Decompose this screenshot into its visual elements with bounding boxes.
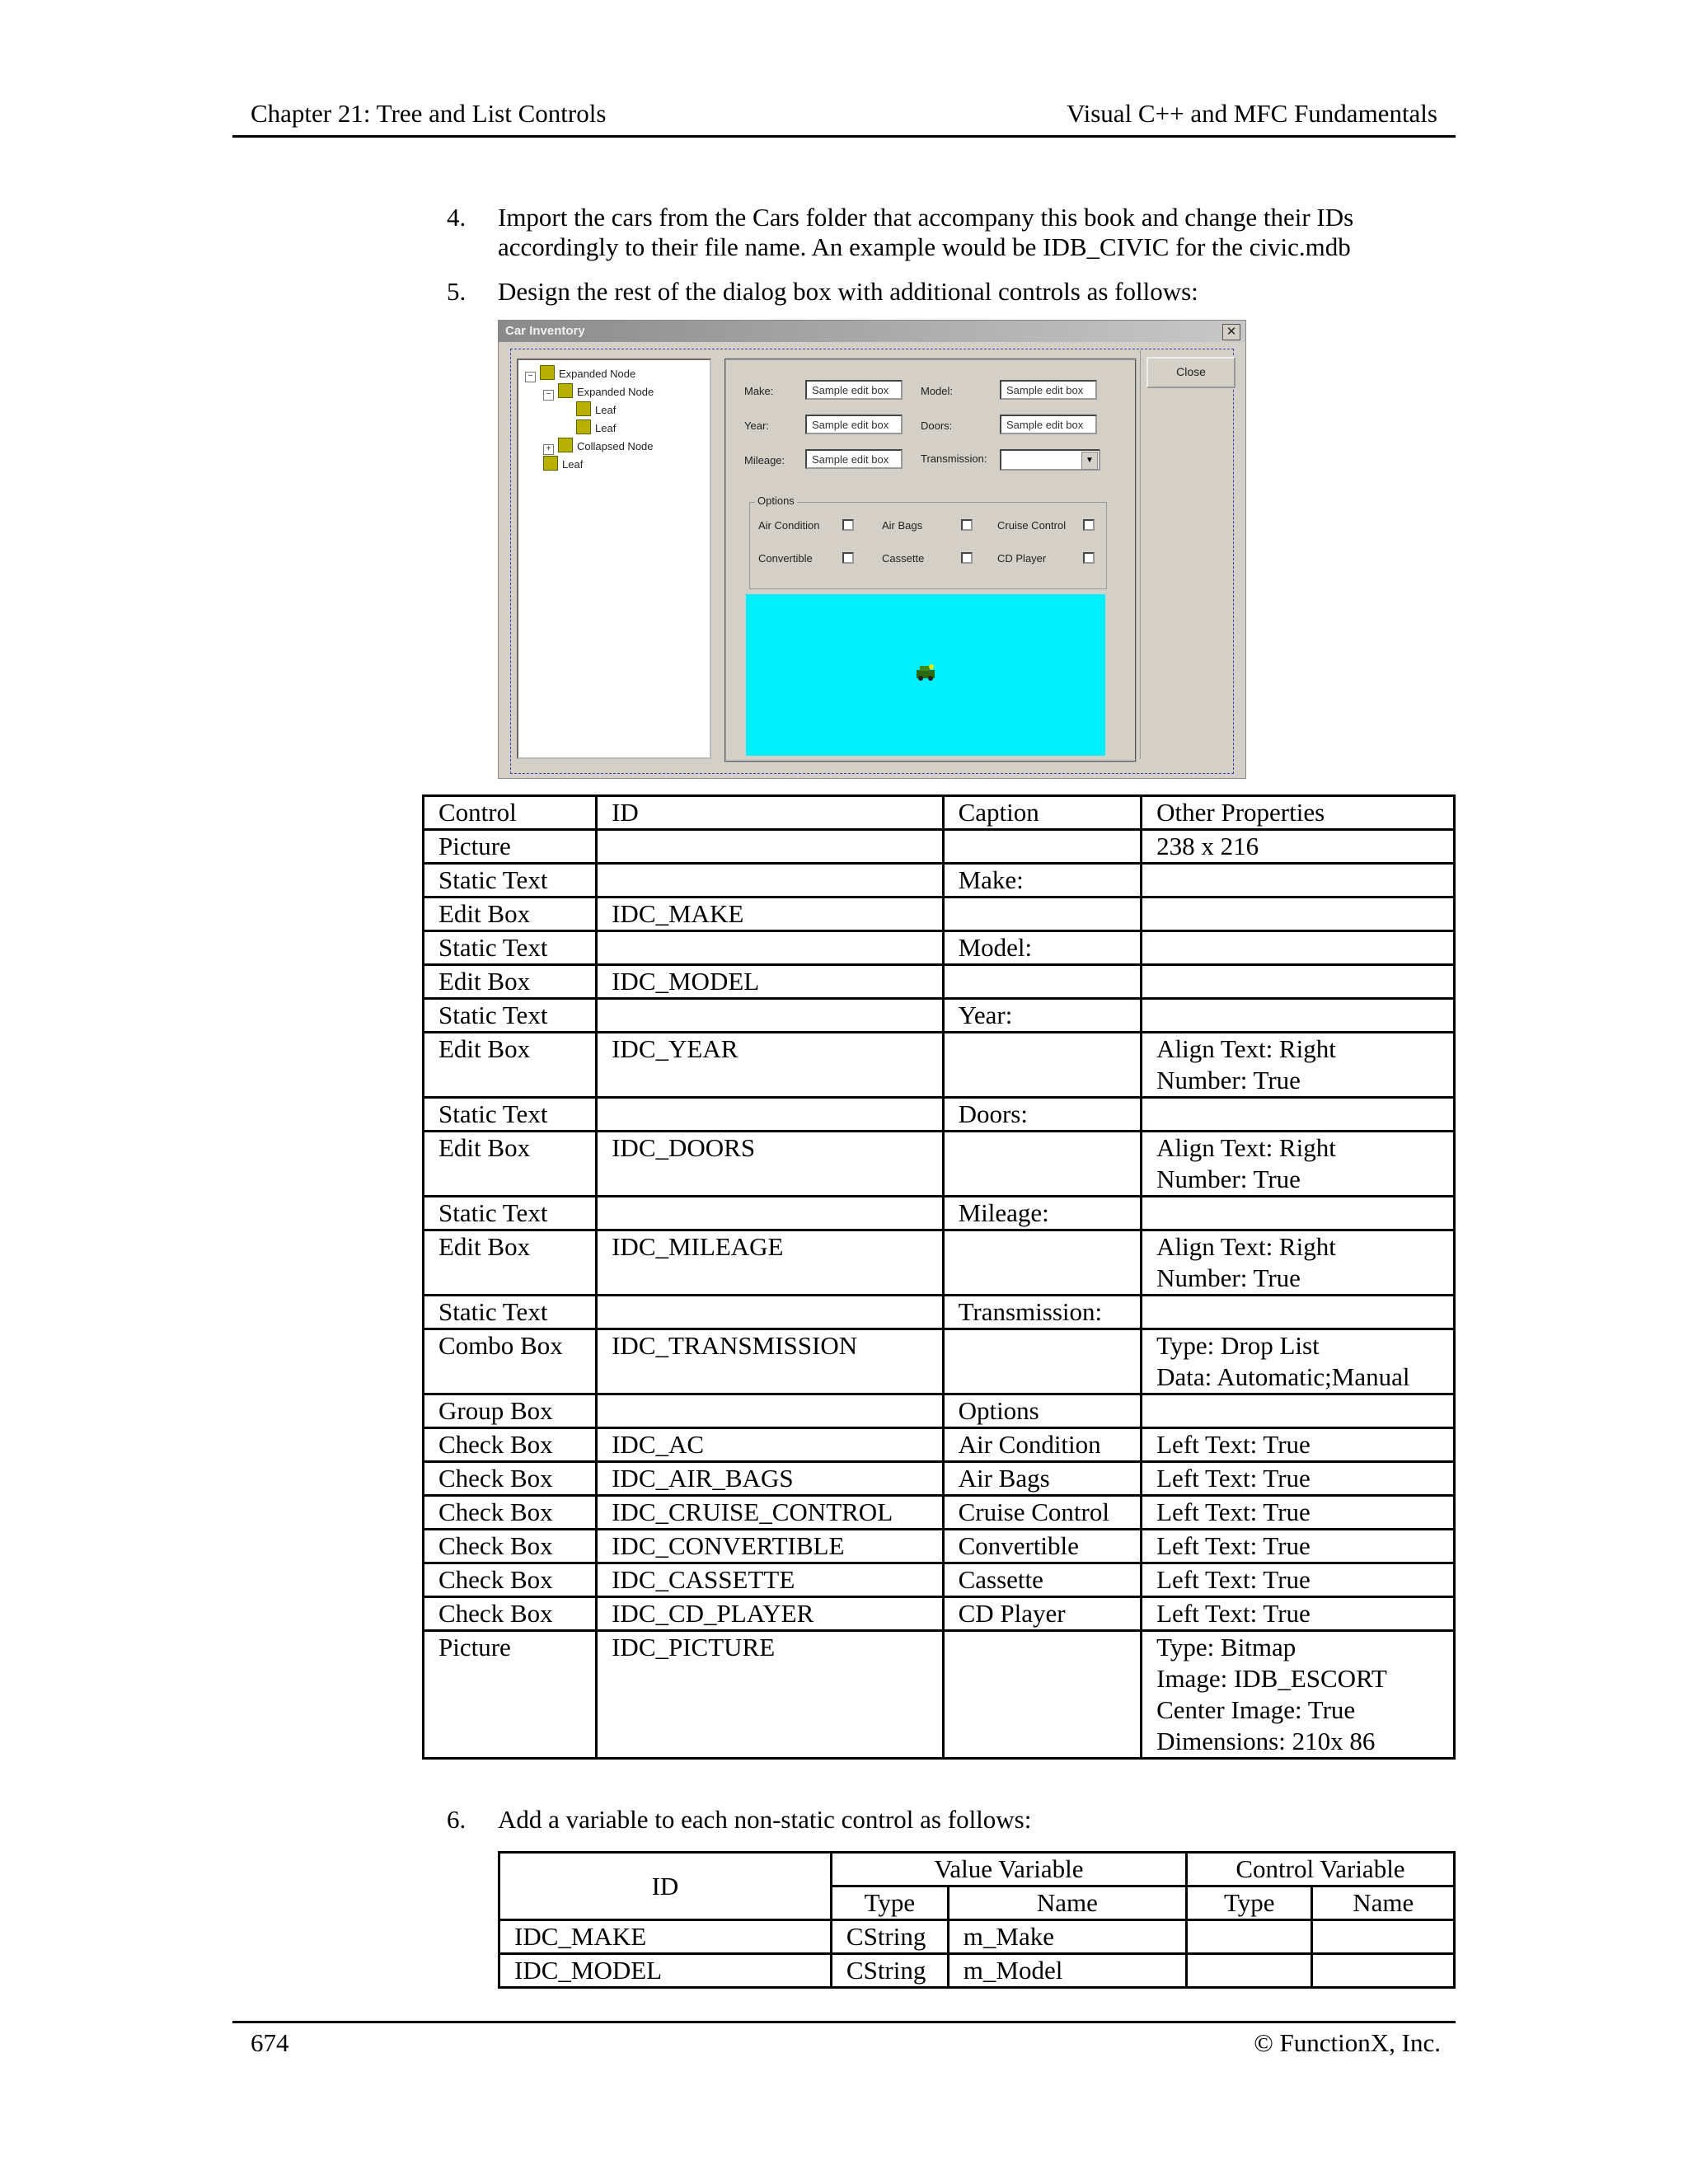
step-text-line-2: accordingly to their file name. An example would be IDB_CIVIC for the civic.mdb bbox=[498, 232, 1351, 261]
tree-node[interactable]: − Expanded Node bbox=[543, 383, 654, 401]
step-text: Design the rest of the dialog box with additional controls as follows: bbox=[498, 277, 1198, 306]
table-cell: IDC_TRANSMISSION bbox=[597, 1329, 943, 1394]
table-cell: Edit Box bbox=[424, 965, 597, 999]
controls-table bbox=[422, 794, 1456, 1760]
table-cell: Align Text: Right Number: True bbox=[1142, 1033, 1455, 1098]
table-cell: IDC_CD_PLAYER bbox=[597, 1597, 943, 1631]
table-row bbox=[424, 1563, 1455, 1597]
table-cell bbox=[943, 1329, 1142, 1394]
table-cell bbox=[943, 1033, 1142, 1098]
car-bitmap-icon bbox=[915, 663, 936, 682]
air-condition-checkbox[interactable] bbox=[842, 519, 854, 531]
table-cell: Mileage: bbox=[943, 1197, 1142, 1230]
page-number: 674 bbox=[251, 2028, 289, 2057]
table-row bbox=[424, 830, 1455, 864]
make-label: Make: bbox=[744, 385, 774, 397]
table-cell: Static Text bbox=[424, 864, 597, 898]
table-row bbox=[424, 1631, 1455, 1759]
table-cell: Left Text: True bbox=[1142, 1530, 1455, 1563]
collapse-icon[interactable]: − bbox=[543, 390, 554, 401]
table-cell bbox=[1312, 1954, 1455, 1988]
variables-table bbox=[498, 1851, 1456, 1989]
table-cell: IDC_CRUISE_CONTROL bbox=[597, 1496, 943, 1530]
table-row bbox=[499, 1920, 1455, 1954]
node-icon bbox=[540, 365, 555, 380]
make-edit[interactable]: Sample edit box bbox=[805, 380, 903, 400]
cassette-label: Cassette bbox=[882, 552, 925, 565]
table-cell bbox=[943, 898, 1142, 931]
table-cell: Static Text bbox=[424, 1296, 597, 1329]
table-row bbox=[424, 1530, 1455, 1563]
name-header: Name bbox=[1312, 1886, 1455, 1920]
air-bags-checkbox[interactable] bbox=[961, 519, 973, 531]
dialog-title: Car Inventory bbox=[505, 324, 585, 338]
table-cell: Static Text bbox=[424, 1197, 597, 1230]
table-cell: Left Text: True bbox=[1142, 1563, 1455, 1597]
table-cell: Left Text: True bbox=[1142, 1428, 1455, 1462]
book-title: Visual C++ and MFC Fundamentals bbox=[1067, 99, 1437, 128]
tree-view[interactable] bbox=[517, 359, 711, 759]
table-cell: IDC_AIR_BAGS bbox=[597, 1462, 943, 1496]
table-row bbox=[424, 864, 1455, 898]
table-cell bbox=[597, 864, 943, 898]
table-cell bbox=[1312, 1920, 1455, 1954]
table-cell bbox=[1186, 1920, 1312, 1954]
car-inventory-dialog bbox=[498, 320, 1246, 779]
transmission-label: Transmission: bbox=[921, 452, 987, 465]
convertible-label: Convertible bbox=[758, 552, 813, 565]
table-cell: Check Box bbox=[424, 1428, 597, 1462]
table-cell: Cassette bbox=[943, 1563, 1142, 1597]
table-cell: CString bbox=[831, 1954, 948, 1988]
options-group-label: Options bbox=[755, 494, 797, 507]
chevron-down-icon[interactable]: ▼ bbox=[1081, 452, 1098, 470]
table-row bbox=[424, 931, 1455, 965]
table-cell bbox=[943, 1631, 1142, 1759]
table-cell: IDC_MODEL bbox=[597, 965, 943, 999]
table-cell bbox=[943, 965, 1142, 999]
close-button[interactable]: Close bbox=[1146, 357, 1236, 388]
table-header-row bbox=[424, 796, 1455, 830]
table-cell bbox=[1142, 965, 1455, 999]
step-number: 4. bbox=[447, 203, 467, 232]
table-cell: Edit Box bbox=[424, 1132, 597, 1197]
table-cell: Check Box bbox=[424, 1563, 597, 1597]
table-row bbox=[424, 1230, 1455, 1296]
table-cell: Static Text bbox=[424, 999, 597, 1033]
running-footer bbox=[232, 2021, 1456, 2057]
node-icon bbox=[558, 438, 573, 452]
table-cell: Model: bbox=[943, 931, 1142, 965]
node-icon bbox=[558, 383, 573, 398]
table-cell: Align Text: Right Number: True bbox=[1142, 1132, 1455, 1197]
table-cell: Convertible bbox=[943, 1530, 1142, 1563]
table-row bbox=[424, 965, 1455, 999]
table-cell bbox=[1142, 864, 1455, 898]
table-cell: Air Bags bbox=[943, 1462, 1142, 1496]
close-icon[interactable]: ✕ bbox=[1222, 324, 1240, 340]
collapse-icon[interactable]: − bbox=[525, 372, 536, 382]
cruise-control-checkbox[interactable] bbox=[1083, 519, 1095, 531]
table-cell: Combo Box bbox=[424, 1329, 597, 1394]
header-cell: Control bbox=[424, 796, 597, 830]
tree-node[interactable]: + Collapsed Node bbox=[543, 438, 654, 455]
table-cell: Doors: bbox=[943, 1098, 1142, 1132]
mileage-edit[interactable]: Sample edit box bbox=[805, 449, 903, 469]
value-variable-header: Value Variable bbox=[831, 1853, 1186, 1886]
step-number: 6. bbox=[447, 1805, 467, 1834]
table-cell: m_Make bbox=[948, 1920, 1186, 1954]
model-label: Model: bbox=[921, 385, 954, 397]
convertible-checkbox[interactable] bbox=[842, 552, 854, 564]
id-header: ID bbox=[499, 1853, 832, 1920]
table-row bbox=[424, 1296, 1455, 1329]
table-cell: Type: Drop List Data: Automatic;Manual bbox=[1142, 1329, 1455, 1394]
table-cell: Check Box bbox=[424, 1530, 597, 1563]
table-cell: CD Player bbox=[943, 1597, 1142, 1631]
table-cell bbox=[597, 830, 943, 864]
step-number: 5. bbox=[447, 277, 467, 306]
table-cell: Options bbox=[943, 1394, 1142, 1428]
table-cell bbox=[1142, 999, 1455, 1033]
table-row bbox=[424, 1394, 1455, 1428]
table-cell: IDC_YEAR bbox=[597, 1033, 943, 1098]
table-cell: IDC_MAKE bbox=[597, 898, 943, 931]
table-cell bbox=[597, 999, 943, 1033]
table-cell bbox=[597, 1098, 943, 1132]
table-cell: IDC_MAKE bbox=[499, 1920, 832, 1954]
table-cell: Edit Box bbox=[424, 1230, 597, 1296]
table-cell: Static Text bbox=[424, 1098, 597, 1132]
table-cell: CString bbox=[831, 1920, 948, 1954]
table-cell bbox=[1186, 1954, 1312, 1988]
controls-table-body bbox=[424, 830, 1455, 1759]
leaf-icon bbox=[576, 401, 591, 416]
table-cell: Make: bbox=[943, 864, 1142, 898]
car-picture bbox=[746, 594, 1105, 756]
table-cell: Edit Box bbox=[424, 1033, 597, 1098]
control-variable-header: Control Variable bbox=[1186, 1853, 1454, 1886]
cruise-control-label: Cruise Control bbox=[997, 519, 1067, 532]
running-header bbox=[232, 99, 1456, 138]
table-cell bbox=[943, 1132, 1142, 1197]
tree-node[interactable]: Leaf bbox=[543, 456, 583, 471]
table-cell: m_Model bbox=[948, 1954, 1186, 1988]
cd-player-checkbox[interactable] bbox=[1083, 552, 1095, 564]
table-cell bbox=[1142, 931, 1455, 965]
table-cell: IDC_DOORS bbox=[597, 1132, 943, 1197]
table-cell: IDC_CONVERTIBLE bbox=[597, 1530, 943, 1563]
doors-edit[interactable]: Sample edit box bbox=[1000, 415, 1097, 434]
table-cell bbox=[597, 1197, 943, 1230]
table-cell: Picture bbox=[424, 1631, 597, 1759]
table-cell bbox=[597, 931, 943, 965]
table-cell: Type: Bitmap Image: IDB_ESCORT Center Image: True Dimensions: 210x 86 bbox=[1142, 1631, 1455, 1759]
step-text: Add a variable to each non-static control as follows: bbox=[498, 1805, 1032, 1834]
header-cell: ID bbox=[597, 796, 943, 830]
table-cell bbox=[1142, 1197, 1455, 1230]
table-cell: Static Text bbox=[424, 931, 597, 965]
table-row bbox=[424, 1197, 1455, 1230]
table-header-row bbox=[499, 1853, 1455, 1886]
table-row bbox=[424, 999, 1455, 1033]
tree-node[interactable]: − Expanded Node bbox=[525, 365, 635, 382]
variables-table-body bbox=[499, 1920, 1455, 1988]
table-cell: Cruise Control bbox=[943, 1496, 1142, 1530]
table-cell: Edit Box bbox=[424, 898, 597, 931]
table-cell: Left Text: True bbox=[1142, 1462, 1455, 1496]
cd-player-label: CD Player bbox=[997, 552, 1047, 565]
air-bags-label: Air Bags bbox=[882, 519, 923, 532]
table-cell bbox=[943, 830, 1142, 864]
table-cell bbox=[597, 1394, 943, 1428]
table-cell: Check Box bbox=[424, 1597, 597, 1631]
table-cell: Group Box bbox=[424, 1394, 597, 1428]
table-row bbox=[424, 1428, 1455, 1462]
table-cell: IDC_AC bbox=[597, 1428, 943, 1462]
table-cell bbox=[1142, 1394, 1455, 1428]
table-cell bbox=[1142, 898, 1455, 931]
table-cell: 238 x 216 bbox=[1142, 830, 1455, 864]
table-cell bbox=[943, 1230, 1142, 1296]
header-cell: Caption bbox=[943, 796, 1142, 830]
air-condition-label: Air Condition bbox=[758, 519, 820, 532]
table-cell bbox=[1142, 1098, 1455, 1132]
table-row bbox=[424, 898, 1455, 931]
tree-node[interactable]: Leaf bbox=[576, 419, 616, 434]
tree-node[interactable]: Leaf bbox=[576, 401, 616, 416]
expand-icon[interactable]: + bbox=[543, 444, 554, 455]
table-cell: IDC_PICTURE bbox=[597, 1631, 943, 1759]
table-cell: Check Box bbox=[424, 1496, 597, 1530]
table-cell: Left Text: True bbox=[1142, 1597, 1455, 1631]
table-cell: IDC_MILEAGE bbox=[597, 1230, 943, 1296]
dialog-title-bar bbox=[499, 321, 1245, 342]
table-cell: Align Text: Right Number: True bbox=[1142, 1230, 1455, 1296]
table-row bbox=[424, 1098, 1455, 1132]
table-row bbox=[424, 1132, 1455, 1197]
doors-label: Doors: bbox=[921, 419, 953, 432]
table-row bbox=[499, 1954, 1455, 1988]
table-cell bbox=[1142, 1296, 1455, 1329]
table-cell bbox=[597, 1296, 943, 1329]
cassette-checkbox[interactable] bbox=[961, 552, 973, 564]
header-cell: Other Properties bbox=[1142, 796, 1455, 830]
leaf-icon bbox=[576, 419, 591, 434]
table-cell: IDC_CASSETTE bbox=[597, 1563, 943, 1597]
button-panel bbox=[1140, 350, 1238, 759]
transmission-combo[interactable] bbox=[1000, 449, 1100, 471]
chapter-title: Chapter 21: Tree and List Controls bbox=[251, 99, 607, 128]
table-cell: IDC_MODEL bbox=[499, 1954, 832, 1988]
step-text-line-1: Import the cars from the Cars folder that accompany this book and change their IDs bbox=[498, 203, 1354, 232]
copyright: © FunctionX, Inc. bbox=[1254, 2028, 1441, 2057]
table-cell: Year: bbox=[943, 999, 1142, 1033]
year-edit[interactable]: Sample edit box bbox=[805, 415, 903, 434]
table-row bbox=[424, 1033, 1455, 1098]
details-panel bbox=[724, 359, 1137, 762]
table-cell: Picture bbox=[424, 830, 597, 864]
table-row bbox=[424, 1597, 1455, 1631]
leaf-icon bbox=[543, 456, 558, 471]
table-row bbox=[424, 1462, 1455, 1496]
table-cell: Left Text: True bbox=[1142, 1496, 1455, 1530]
mileage-label: Mileage: bbox=[744, 454, 785, 466]
type-header: Type bbox=[831, 1886, 948, 1920]
table-row bbox=[424, 1329, 1455, 1394]
table-cell: Air Condition bbox=[943, 1428, 1142, 1462]
table-cell: Transmission: bbox=[943, 1296, 1142, 1329]
table-row bbox=[424, 1496, 1455, 1530]
type-header: Type bbox=[1186, 1886, 1312, 1920]
year-label: Year: bbox=[744, 419, 769, 432]
table-cell: Check Box bbox=[424, 1462, 597, 1496]
model-edit[interactable]: Sample edit box bbox=[1000, 380, 1097, 400]
options-group bbox=[749, 494, 1107, 589]
name-header: Name bbox=[948, 1886, 1186, 1920]
